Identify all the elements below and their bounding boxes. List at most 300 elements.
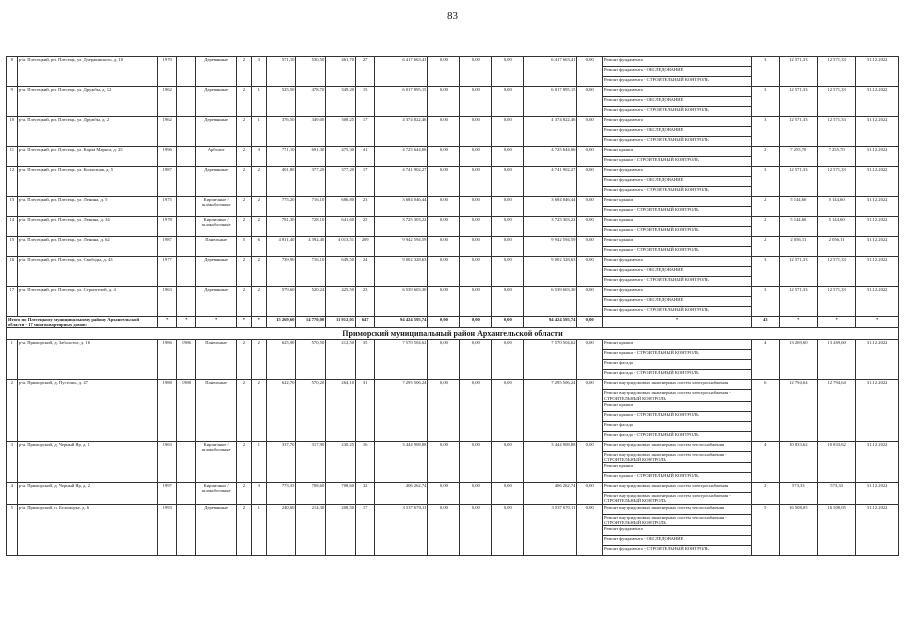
year-commissioned xyxy=(177,167,196,197)
work-count: 2 xyxy=(751,217,779,237)
repair-cost: 4 741 902,27 xyxy=(375,167,428,197)
table-row xyxy=(7,167,899,177)
premises-area: 214,30 xyxy=(296,504,326,555)
year-built: 1962 xyxy=(158,87,177,117)
district-total-row xyxy=(7,317,899,328)
work-type: Ремонт фундамента xyxy=(602,167,751,177)
owner-funds: 9 002 328,63 xyxy=(524,257,577,287)
row-number: 1 xyxy=(7,340,18,380)
address: р-н. Приморский, д. Пустошь, д. 47 xyxy=(17,380,158,441)
owner-funds: 406 262,74 xyxy=(524,483,577,504)
work-type: Ремонт крыши - СТРОИТЕЛЬНЫЙ КОНТРОЛЬ xyxy=(602,207,751,217)
residents: 32 xyxy=(356,483,375,504)
fund-2: 0,00 xyxy=(460,340,492,380)
unit-cost: 2 056,11 xyxy=(779,237,817,257)
table-row xyxy=(7,380,899,390)
owner-funds: 6 017 895,15 xyxy=(524,87,577,117)
residential-area: 461,70 xyxy=(326,57,356,87)
fund-3: 0,00 xyxy=(492,483,524,504)
max-unit-cost: 12 571,33 xyxy=(817,87,855,117)
work-count: 6 xyxy=(751,380,779,441)
owner-funds: 3 725 303,22 xyxy=(524,217,577,237)
work-type: Ремонт фундамента xyxy=(602,117,751,127)
total-star: * xyxy=(236,317,251,328)
address: р-н. Плесецкий, рп. Плесецк, ул. Свободы, д. 43 xyxy=(17,257,158,287)
owner-funds: 4 725 644,06 xyxy=(524,147,577,167)
wall-material: Кирпичные / шлакоблочные xyxy=(196,441,236,482)
work-type: Ремонт фундамента - СТРОИТЕЛЬНЫЙ КОНТРОЛЬ xyxy=(602,77,751,87)
work-type: Ремонт крыши - СТРОИТЕЛЬНЫЙ КОНТРОЛЬ xyxy=(602,411,751,421)
address: р-н. Плесецкий, рп. Плесецк, ул. Дружбы, д. 2 xyxy=(17,117,158,147)
entrances: 1 xyxy=(251,504,266,555)
wall-material: Арболит xyxy=(196,147,236,167)
fund-4: 0,00 xyxy=(577,117,603,147)
entrances: 1 xyxy=(251,441,266,482)
work-type: Ремонт фундамента - ОБСЛЕДОВАНИЕ xyxy=(602,297,751,307)
year-commissioned xyxy=(177,441,196,482)
residents: 24 xyxy=(356,257,375,287)
work-count: 3 xyxy=(751,57,779,87)
total-cost: 94 424 595,74 xyxy=(375,317,428,328)
work-type: Ремонт фасада xyxy=(602,360,751,370)
entrances: 1 xyxy=(251,87,266,117)
floors: 2 xyxy=(236,167,251,197)
year-commissioned xyxy=(177,257,196,287)
fund-1: 0,00 xyxy=(428,147,460,167)
completion-date: 31.12.2022 xyxy=(856,380,899,441)
repair-cost: 7 295 506,24 xyxy=(375,380,428,441)
residents: 27 xyxy=(356,57,375,87)
total-star: * xyxy=(158,317,177,328)
work-type: Ремонт крыши - СТРОИТЕЛЬНЫЙ КОНТРОЛЬ xyxy=(602,157,751,167)
residential-area: 230,25 xyxy=(326,441,356,482)
total-area: 240,60 xyxy=(266,504,296,555)
work-type: Ремонт крыши - СТРОИТЕЛЬНЫЙ КОНТРОЛЬ xyxy=(602,473,751,483)
floors: 2 xyxy=(236,504,251,555)
residents: 23 xyxy=(356,287,375,317)
residential-area: 425,50 xyxy=(326,287,356,317)
entrances: 3 xyxy=(251,147,266,167)
work-type: Ремонт внутридомовых инженерных систем электроснабжения - СТРОИТЕЛЬНЫЙ КОНТРОЛЬ xyxy=(602,493,751,504)
residents: 15 xyxy=(356,87,375,117)
residential-area: 4 013,51 xyxy=(326,237,356,257)
row-number: 4 xyxy=(7,483,18,504)
year-built: 1987 xyxy=(158,237,177,257)
total-area: 622,70 xyxy=(266,380,296,441)
fund-3: 0,00 xyxy=(492,57,524,87)
unit-cost: 10 833,62 xyxy=(779,441,817,482)
year-commissioned: 1986 xyxy=(177,340,196,380)
max-unit-cost: 12 571,33 xyxy=(817,257,855,287)
work-type: Ремонт фундамента - СТРОИТЕЛЬНЫЙ КОНТРОЛЬ xyxy=(602,307,751,317)
total-star: * xyxy=(779,317,817,328)
year-built: 1977 xyxy=(158,257,177,287)
floors: 2 xyxy=(236,57,251,87)
premises-area: 377,20 xyxy=(296,167,326,197)
premises-area: 716,10 xyxy=(296,197,326,217)
table-row xyxy=(7,287,899,297)
repair-cost: 6 417 663,41 xyxy=(375,57,428,87)
completion-date: 31.12.2022 xyxy=(856,287,899,317)
unit-cost: 12 571,33 xyxy=(779,287,817,317)
wall-material: Деревянные xyxy=(196,117,236,147)
residential-area: 686,80 xyxy=(326,197,356,217)
year-commissioned xyxy=(177,504,196,555)
fund-2: 0,00 xyxy=(460,147,492,167)
residents: 23 xyxy=(356,197,375,217)
total-area: 625,90 xyxy=(266,340,296,380)
year-commissioned xyxy=(177,483,196,504)
floors: 2 xyxy=(236,287,251,317)
premises-area: 530,50 xyxy=(296,57,326,87)
fund-1: 0,00 xyxy=(428,117,460,147)
year-commissioned xyxy=(177,147,196,167)
total-area: 401,80 xyxy=(266,167,296,197)
total-label: Итого по Плесецкому муниципальному району Архангельской области - 17 многоквартирных домов: xyxy=(7,317,158,328)
fund-2: 0,00 xyxy=(460,504,492,555)
unit-cost: 7 255,70 xyxy=(779,147,817,167)
max-unit-cost: 12 571,33 xyxy=(817,117,855,147)
total-fund-2: 0,00 xyxy=(460,317,492,328)
fund-2: 0,00 xyxy=(460,217,492,237)
table-row xyxy=(7,237,899,247)
work-type: Ремонт крыши xyxy=(602,340,751,350)
address: р-н. Приморский, д. Черный Яр, д. 1 xyxy=(17,441,158,482)
capital-repair-register-table xyxy=(6,56,899,556)
year-built: 1987 xyxy=(158,167,177,197)
year-commissioned xyxy=(177,57,196,87)
residential-area: 708,60 xyxy=(326,483,356,504)
max-unit-cost: 12 571,33 xyxy=(817,57,855,87)
work-type: Ремонт фасада xyxy=(602,421,751,431)
work-count: 3 xyxy=(751,117,779,147)
fund-1: 0,00 xyxy=(428,287,460,317)
table-row xyxy=(7,504,899,514)
fund-2: 0,00 xyxy=(460,197,492,217)
floors: 2 xyxy=(236,87,251,117)
row-number: 5 xyxy=(7,504,18,555)
repair-cost: 3 684 046,44 xyxy=(375,197,428,217)
fund-4: 0,00 xyxy=(577,441,603,482)
unit-cost: 12 571,33 xyxy=(779,57,817,87)
max-unit-cost: 5 144,60 xyxy=(817,197,855,217)
residential-area: 641,60 xyxy=(326,217,356,237)
table-row xyxy=(7,87,899,97)
work-type: Ремонт крыши xyxy=(602,463,751,473)
completion-date: 31.12.2022 xyxy=(856,237,899,257)
completion-date: 31.12.2022 xyxy=(856,87,899,117)
completion-date: 31.12.2022 xyxy=(856,340,899,380)
year-commissioned xyxy=(177,87,196,117)
max-unit-cost: 2 056,11 xyxy=(817,237,855,257)
year-built: 1997 xyxy=(158,483,177,504)
year-built: 1970 xyxy=(158,57,177,87)
completion-date: 31.12.2022 xyxy=(856,504,899,555)
work-type: Ремонт крыши - СТРОИТЕЛЬНЫЙ КОНТРОЛЬ xyxy=(602,350,751,360)
work-type: Ремонт внутридомовых инженерных систем электроснабжения xyxy=(602,483,751,493)
work-type: Ремонт фундамента - СТРОИТЕЛЬНЫЙ КОНТРОЛЬ xyxy=(602,137,751,147)
wall-material: Панельные xyxy=(196,237,236,257)
completion-date: 31.12.2022 xyxy=(856,197,899,217)
fund-1: 0,00 xyxy=(428,504,460,555)
row-number: 9 xyxy=(7,87,18,117)
residents: 17 xyxy=(356,504,375,555)
work-type: Ремонт внутридомовых инженерных систем теплоснабжения xyxy=(602,441,751,451)
floors: 2 xyxy=(236,483,251,504)
residents: 16 xyxy=(356,441,375,482)
residents: 31 xyxy=(356,380,375,441)
work-type: Ремонт фундамента xyxy=(602,87,751,97)
unit-cost: 12 571,33 xyxy=(779,117,817,147)
total-area: 337,70 xyxy=(266,441,296,482)
work-count: 2 xyxy=(751,483,779,504)
fund-3: 0,00 xyxy=(492,257,524,287)
fund-2: 0,00 xyxy=(460,483,492,504)
unit-cost: 13 269,60 xyxy=(779,340,817,380)
fund-3: 0,00 xyxy=(492,197,524,217)
work-count: 2 xyxy=(751,147,779,167)
fund-2: 0,00 xyxy=(460,287,492,317)
wall-material: Кирпичные / шлакоблочные xyxy=(196,217,236,237)
work-type: Ремонт внутридомовых инженерных систем электроснабжения - СТРОИТЕЛЬНЫЙ КОНТРОЛЬ xyxy=(602,390,751,401)
work-count: 4 xyxy=(751,340,779,380)
work-count: 3 xyxy=(751,167,779,197)
work-type: Ремонт фундамента - ОБСЛЕДОВАНИЕ xyxy=(602,177,751,187)
fund-1: 0,00 xyxy=(428,197,460,217)
total-owner-funds: 94 424 595,74 xyxy=(524,317,577,328)
year-commissioned: 1988 xyxy=(177,380,196,441)
repair-cost: 6 017 895,15 xyxy=(375,87,428,117)
fund-4: 0,00 xyxy=(577,257,603,287)
fund-4: 0,00 xyxy=(577,57,603,87)
row-number: 17 xyxy=(7,287,18,317)
completion-date: 31.12.2022 xyxy=(856,167,899,197)
fund-4: 0,00 xyxy=(577,380,603,441)
fund-4: 0,00 xyxy=(577,483,603,504)
total-area-1: 15 269,60 xyxy=(266,317,296,328)
year-built: 1993 xyxy=(158,504,177,555)
unit-cost: 12 571,33 xyxy=(779,257,817,287)
wall-material: Деревянные xyxy=(196,287,236,317)
work-type: Ремонт фундамента xyxy=(602,287,751,297)
completion-date: 31.12.2022 xyxy=(856,217,899,237)
fund-2: 0,00 xyxy=(460,441,492,482)
fund-4: 0,00 xyxy=(577,504,603,555)
repair-cost: 9 942 594,59 xyxy=(375,237,428,257)
floors: 2 xyxy=(236,197,251,217)
work-type: Ремонт крыши xyxy=(602,401,751,411)
row-number: 3 xyxy=(7,441,18,482)
primorsky-district-rows xyxy=(7,340,899,556)
total-star: * xyxy=(251,317,266,328)
address: р-н. Плесецкий, рп. Плесецк, ул. Строителей, д. 4 xyxy=(17,287,158,317)
fund-1: 0,00 xyxy=(428,217,460,237)
premises-area: 728,10 xyxy=(296,217,326,237)
fund-4: 0,00 xyxy=(577,217,603,237)
fund-3: 0,00 xyxy=(492,147,524,167)
fund-4: 0,00 xyxy=(577,340,603,380)
row-number: 11 xyxy=(7,147,18,167)
work-type: Ремонт крыши xyxy=(602,217,751,227)
total-area: 771,10 xyxy=(266,147,296,167)
fund-3: 0,00 xyxy=(492,117,524,147)
work-type: Ремонт фасада - СТРОИТЕЛЬНЫЙ КОНТРОЛЬ xyxy=(602,431,751,441)
wall-material: Панельные xyxy=(196,380,236,441)
fund-3: 0,00 xyxy=(492,87,524,117)
repair-cost: 9 002 328,63 xyxy=(375,257,428,287)
owner-funds: 3 444 908,88 xyxy=(524,441,577,482)
total-residents: 647 xyxy=(356,317,375,328)
year-built: 1988 xyxy=(158,380,177,441)
fund-2: 0,00 xyxy=(460,87,492,117)
total-area: 773,35 xyxy=(266,483,296,504)
floors: 2 xyxy=(236,117,251,147)
work-type: Ремонт фундамента xyxy=(602,57,751,67)
work-type: Ремонт фундамента - СТРОИТЕЛЬНЫЙ КОНТРОЛЬ xyxy=(602,187,751,197)
completion-date: 31.12.2022 xyxy=(856,483,899,504)
fund-2: 0,00 xyxy=(460,257,492,287)
fund-1: 0,00 xyxy=(428,441,460,482)
premises-area: 478,70 xyxy=(296,87,326,117)
max-unit-cost: 12 794,64 xyxy=(817,380,855,441)
year-built: 1986 xyxy=(158,340,177,380)
table-row xyxy=(7,217,899,227)
address: р-н. Плесецкий, рп. Плесецк, ул. Колхозная, д. 5 xyxy=(17,167,158,197)
total-area: 739,90 xyxy=(266,257,296,287)
residents: 17 xyxy=(356,167,375,197)
floors: 2 xyxy=(236,340,251,380)
entrances: 2 xyxy=(251,380,266,441)
year-commissioned xyxy=(177,197,196,217)
total-fund-4: 0,00 xyxy=(577,317,603,328)
total-area: 579,60 xyxy=(266,287,296,317)
residential-area: 212,50 xyxy=(326,340,356,380)
repair-cost: 3 725 303,22 xyxy=(375,217,428,237)
work-type: Ремонт крыши xyxy=(602,237,751,247)
page-number: 83 xyxy=(447,10,458,22)
fund-1: 0,00 xyxy=(428,257,460,287)
year-built: 1978 xyxy=(158,217,177,237)
repair-cost: 6 539 603,30 xyxy=(375,287,428,317)
repair-cost: 4 374 822,46 xyxy=(375,117,428,147)
year-commissioned xyxy=(177,117,196,147)
section-title: Приморский муниципальный район Архангельской области xyxy=(7,328,899,340)
work-type: Ремонт фасада - СТРОИТЕЛЬНЫЙ КОНТРОЛЬ xyxy=(602,370,751,380)
work-type: Ремонт фундамента - СТРОИТЕЛЬНЫЙ КОНТРОЛЬ xyxy=(602,277,751,287)
year-built: 1975 xyxy=(158,197,177,217)
table-row xyxy=(7,197,899,207)
row-number: 13 xyxy=(7,197,18,217)
row-number: 14 xyxy=(7,217,18,237)
entrances: 3 xyxy=(251,57,266,87)
fund-1: 0,00 xyxy=(428,237,460,257)
row-number: 2 xyxy=(7,380,18,441)
year-built: 1963 xyxy=(158,287,177,317)
fund-2: 0,00 xyxy=(460,380,492,441)
work-count: 3 xyxy=(751,257,779,287)
wall-material: Деревянные xyxy=(196,57,236,87)
total-star: * xyxy=(856,317,899,328)
premises-area: 716,10 xyxy=(296,257,326,287)
fund-4: 0,00 xyxy=(577,237,603,257)
table-row xyxy=(7,57,899,67)
fund-3: 0,00 xyxy=(492,167,524,197)
completion-date: 31.12.2022 xyxy=(856,257,899,287)
year-commissioned xyxy=(177,237,196,257)
owner-funds: 7 570 504,62 xyxy=(524,340,577,380)
row-number: 16 xyxy=(7,257,18,287)
total-fund-1: 0,00 xyxy=(428,317,460,328)
row-number: 10 xyxy=(7,117,18,147)
work-type: Ремонт крыши - СТРОИТЕЛЬНЫЙ КОНТРОЛЬ xyxy=(602,247,751,257)
fund-1: 0,00 xyxy=(428,167,460,197)
repair-cost: 406 262,74 xyxy=(375,483,428,504)
unit-cost: 12 571,33 xyxy=(779,87,817,117)
row-number: 12 xyxy=(7,167,18,197)
premises-area: 691,30 xyxy=(296,147,326,167)
work-type: Ремонт крыши xyxy=(602,147,751,157)
premises-area: 570,50 xyxy=(296,340,326,380)
wall-material: Деревянные xyxy=(196,87,236,117)
max-unit-cost: 12 571,33 xyxy=(817,167,855,197)
work-type: Ремонт фундамента - СТРОИТЕЛЬНЫЙ КОНТРОЛЬ xyxy=(602,107,751,117)
entrances: 2 xyxy=(251,217,266,237)
work-type: Ремонт внутридомовых инженерных систем теплоснабжения - СТРОИТЕЛЬНЫЙ КОНТРОЛЬ xyxy=(602,451,751,462)
completion-date: 31.12.2022 xyxy=(856,441,899,482)
year-built: 1996 xyxy=(158,147,177,167)
repair-cost: 4 725 644,06 xyxy=(375,147,428,167)
address: р-н. Плесецкий, рп. Плесецк, ул. Ленина, д. 5 xyxy=(17,197,158,217)
total-area: 525,50 xyxy=(266,87,296,117)
floors: 2 xyxy=(236,380,251,441)
address: р-н. Плесецкий, рп. Плесецк, ул. Ленина, д. 34 xyxy=(17,217,158,237)
total-star: * xyxy=(602,317,751,328)
work-type: Ремонт крыши - СТРОИТЕЛЬНЫЙ КОНТРОЛЬ xyxy=(602,227,751,237)
unit-cost: 12 794,64 xyxy=(779,380,817,441)
work-type: Ремонт внутридомовых инженерных систем теплоснабжения xyxy=(602,504,751,514)
fund-3: 0,00 xyxy=(492,287,524,317)
repair-cost: 3 444 908,88 xyxy=(375,441,428,482)
total-star: * xyxy=(177,317,196,328)
repair-cost: 7 570 504,62 xyxy=(375,340,428,380)
work-count: 4 xyxy=(751,441,779,482)
address: р-н. Приморский, п. Беломорье, д. 6 xyxy=(17,504,158,555)
total-area: 775,20 xyxy=(266,197,296,217)
wall-material: Деревянные xyxy=(196,257,236,287)
residents: 25 xyxy=(356,217,375,237)
floors: 2 xyxy=(236,147,251,167)
total-count: 43 xyxy=(751,317,779,328)
wall-material: Кирпичные / шлакоблочные xyxy=(196,483,236,504)
owner-funds: 4 374 822,46 xyxy=(524,117,577,147)
residential-area: 377,20 xyxy=(326,167,356,197)
table-row xyxy=(7,483,899,493)
residential-area: 649,50 xyxy=(326,257,356,287)
total-fund-3: 0,00 xyxy=(492,317,524,328)
residents: 17 xyxy=(356,117,375,147)
work-type: Ремонт фундамента - ОБСЛЕДОВАНИЕ xyxy=(602,67,751,77)
work-count: 2 xyxy=(751,237,779,257)
owner-funds: 4 741 902,27 xyxy=(524,167,577,197)
fund-2: 0,00 xyxy=(460,167,492,197)
row-number: 8 xyxy=(7,57,18,87)
work-type: Ремонт фундамента xyxy=(602,257,751,267)
total-area: 781,30 xyxy=(266,217,296,237)
plesetsk-district-rows xyxy=(7,57,899,317)
wall-material: Панельные xyxy=(196,340,236,380)
fund-4: 0,00 xyxy=(577,287,603,317)
work-type: Ремонт фундамента - ОБСЛЕДОВАНИЕ xyxy=(602,536,751,546)
